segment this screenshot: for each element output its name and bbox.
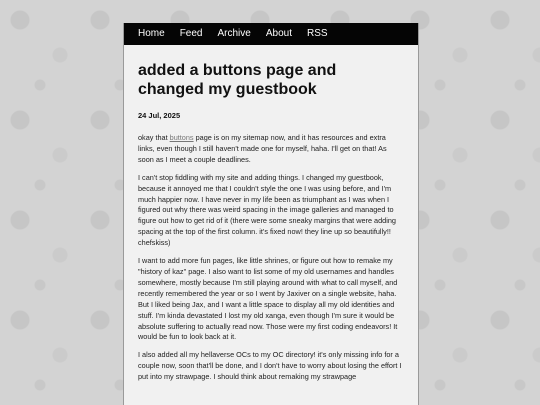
- post-date: 24 Jul, 2025: [138, 111, 181, 120]
- post-paragraph: [138, 133, 404, 166]
- top-nav: [124, 23, 418, 45]
- buttons-page-link[interactable]: buttons: [169, 133, 194, 142]
- post-article: [124, 45, 418, 383]
- post-paragraph: I also added all my hellaverse OCs to my OC directory! it's only missing info for a couple now, soon that'll be done, and I don't have to worry about losing the effort I put into my strawpage. I should think about remaking my strawpage: [138, 350, 402, 382]
- post-paragraph: I can't stop fiddling with my site and adding things. I changed my guestbook, because it annoyed me that I couldn't style the one I was using before, and I'm much happier now. I have never in my life been as triumphant as I was when I figured out why there was weird spacing in the image galleries and managed to figure out how to get rid of it (there were some sneaky margins that were adding spacing at the top of the first column. it's fixed now! they line up so beautifully!! chefskiss): [138, 172, 396, 248]
- nav-home-link[interactable]: Home: [138, 28, 165, 39]
- page-container: [123, 23, 419, 405]
- post-title: added a buttons page and changed my guestbook: [138, 62, 337, 98]
- paragraph-text: page is on my sitemap now, and it has resources and extra links, even though I still haven't made one for myself, haha. I'll get on that! As soon as I meet a couple deadlines.: [138, 133, 387, 164]
- post-paragraph: I want to add more fun pages, like little shrines, or figure out how to remake my "history of kaz" page. I also want to list some of my old usernames and handles somewhere, mostly because I'm still playing around with what to call myself, and recently remembered the year or so I went by Jaxiver on a single website, haha. But I liked being Jax, and I want a little space to display all my old identities and stuff. I'm kinda devastated I lost my old xanga, even though I'm sure it would be absolute suffering to actually read now. Those were my first coding endeavors! It would be fun to look back at it.: [138, 256, 398, 342]
- nav-feed-link[interactable]: Feed: [179, 28, 203, 39]
- nav-rss-link[interactable]: RSS: [306, 28, 328, 39]
- nav-about-link[interactable]: About: [265, 28, 292, 39]
- nav-archive-link[interactable]: Archive: [217, 28, 251, 39]
- paragraph-text: okay that: [138, 133, 170, 142]
